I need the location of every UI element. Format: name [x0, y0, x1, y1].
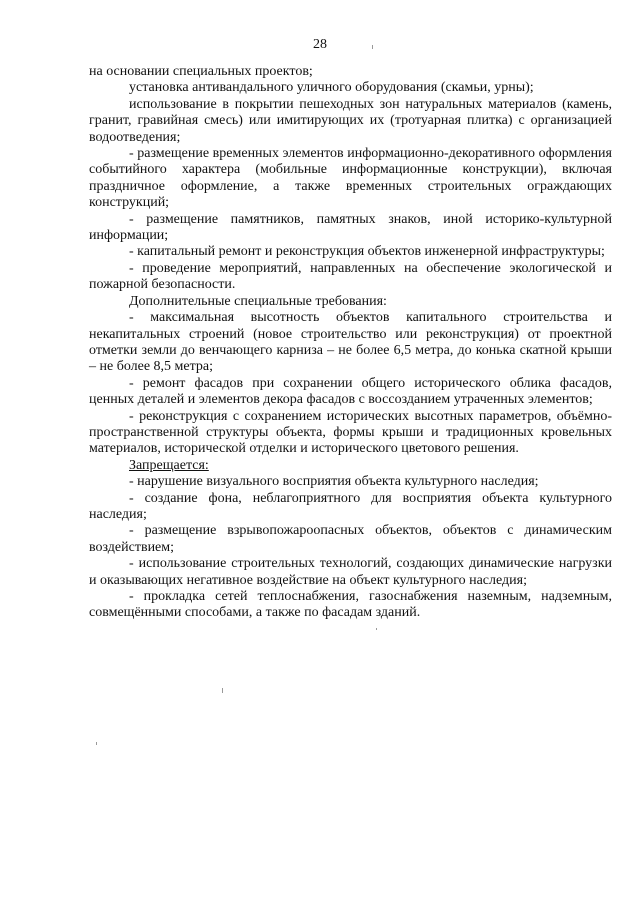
paragraph: - размещение временных элементов информационно-декоративного оформления событийного характера (мобильные информационные конструкции), включая праздничное оформление, а также временных строительных ограждающих конструкций;: [89, 146, 612, 211]
paragraph: использование в покрытии пешеходных зон натуральных материалов (камень, гранит, гравийная смесь) или имитирующих их (тротуарная плитка) с организацией водоотведения;: [89, 96, 612, 145]
paragraph: - капитальный ремонт и реконструкция объектов инженерной инфраструктуры;: [129, 244, 605, 260]
paragraph: - нарушение визуального восприятия объекта культурного наследия;: [129, 474, 539, 490]
paragraph: - проведение мероприятий, направленных на обеспечение экологической и пожарной безопасности.: [89, 260, 612, 293]
paragraph: установка антивандального уличного оборудования (скамьи, урны);: [129, 80, 534, 96]
paragraph: - размещение памятников, памятных знаков, иной историко-культурной информации;: [89, 211, 612, 244]
paragraph: - ремонт фасадов при сохранении общего исторического облика фасадов, ценных деталей и элементов декора фасадов с воссозданием утраченных элементов;: [89, 375, 612, 408]
paragraph: - прокладка сетей теплоснабжения, газоснабжения наземным, надземным, совмещёнными способами, а также по фасадам зданий.: [89, 589, 612, 621]
page-number: 28: [313, 37, 327, 52]
prohibited-label: Запрещается:: [129, 457, 209, 473]
scan-artifact: [222, 688, 223, 693]
paragraph: - использование строительных технологий, создающих динамические нагрузки и оказывающих негативное воздействие на объект культурного наследия;: [89, 556, 612, 588]
paragraph: - максимальная высотность объектов капитального строительства и некапитальных строений (новое строительство или реконструкция) от проектной отметки земли до венчающего карниза – не более 6,5 метра, до конька скатной крыши – не более 8,5 метра;: [89, 310, 612, 375]
paragraph: на основании специальных проектов;: [89, 64, 313, 79]
section-heading: Дополнительные специальные требования:: [129, 293, 387, 309]
scan-artifact: [376, 628, 377, 630]
scan-artifact: [96, 742, 97, 745]
paragraph: - реконструкция с сохранением исторических высотных параметров, объёмно-пространственной структуры объекта, формы крыши и традиционных кровельных материалов, исторической отделки и исторического цветового решения.: [89, 408, 612, 457]
document-body: [89, 64, 612, 622]
paragraph: - размещение взрывопожароопасных объектов, объектов с динамическим воздействием;: [89, 523, 612, 555]
scan-artifact: [372, 45, 373, 49]
paragraph: - создание фона, неблагоприятного для восприятия объекта культурного наследия;: [89, 490, 612, 522]
section-heading-prohibited: [89, 458, 612, 474]
